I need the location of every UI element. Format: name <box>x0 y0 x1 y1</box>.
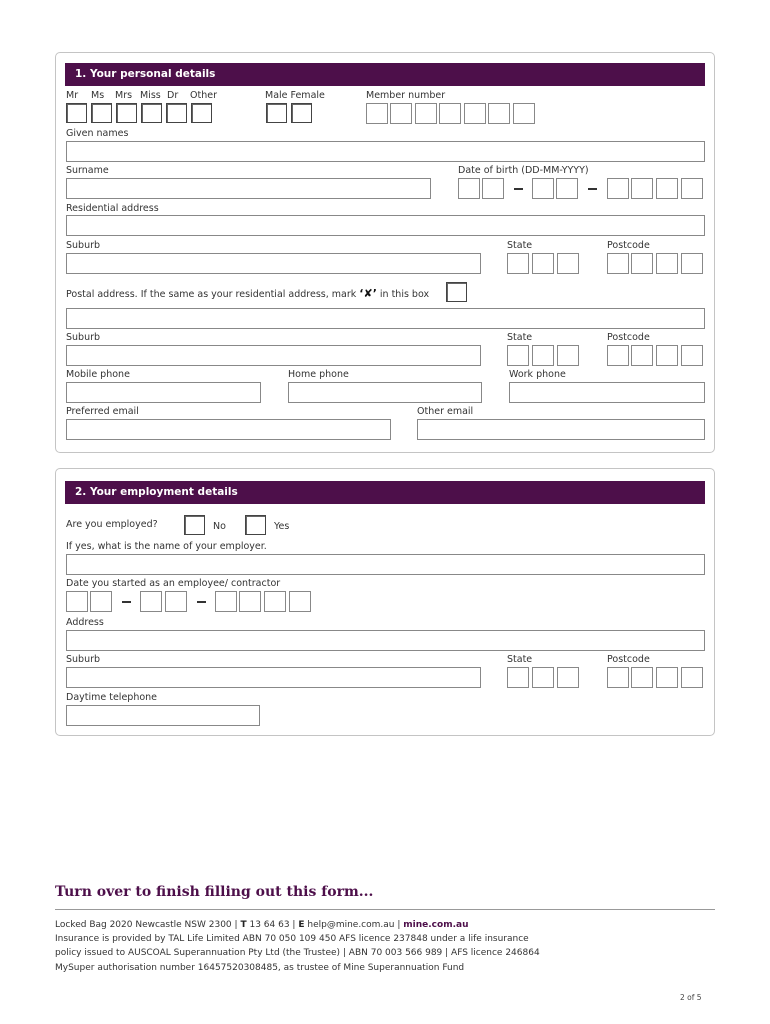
state-char[interactable] <box>507 253 529 274</box>
employer-state-char[interactable] <box>507 667 529 688</box>
footer-phone[interactable]: 13 64 63 <box>249 920 290 930</box>
work-phone-label: Work phone <box>509 369 566 380</box>
postcode-digit[interactable] <box>656 253 678 274</box>
state-char[interactable] <box>557 253 579 274</box>
suburb-input[interactable] <box>66 253 481 274</box>
start-day-digit[interactable] <box>66 591 88 612</box>
postal-same-checkbox[interactable] <box>446 282 467 302</box>
member-number-digit[interactable] <box>488 103 510 124</box>
footer-mysuper-line: MySuper authorisation number 16457520308485, as trustee of Mine Superannuation Fund <box>55 963 465 973</box>
title-mr-checkbox[interactable] <box>66 103 87 123</box>
dob-day-digit[interactable] <box>458 178 480 199</box>
female-checkbox[interactable] <box>291 103 312 123</box>
phone-prefix: T <box>240 920 247 930</box>
title-mrs-checkbox[interactable] <box>116 103 137 123</box>
member-number-digit[interactable] <box>439 103 461 124</box>
employer-postcode-digit[interactable] <box>656 667 678 688</box>
dob-month-digit[interactable] <box>532 178 554 199</box>
employer-suburb-input[interactable] <box>66 667 481 688</box>
footer-divider <box>55 909 715 910</box>
title-dr-checkbox[interactable] <box>166 103 187 123</box>
employer-suburb-label: Suburb <box>66 654 101 665</box>
employer-postcode-label: Postcode <box>607 654 650 665</box>
page-number: 2 of 5 <box>680 993 702 1002</box>
member-number-digit[interactable] <box>390 103 412 124</box>
other-email-input[interactable] <box>417 419 705 440</box>
personal-details-panel <box>55 52 715 453</box>
dob-separator <box>514 188 523 190</box>
title-other-label: Other <box>190 90 217 101</box>
start-date-separator <box>122 601 131 603</box>
residential-address-input[interactable] <box>66 215 705 236</box>
postal-address-suffix: in this box <box>376 289 430 300</box>
dob-label: Date of birth (DD-MM-YYYY) <box>458 165 589 176</box>
member-number-digit[interactable] <box>366 103 388 124</box>
postcode-digit[interactable] <box>631 253 653 274</box>
employer-address-input[interactable] <box>66 630 705 651</box>
section-2-header: 2. Your employment details <box>65 481 705 504</box>
start-date-label: Date you started as an employee/ contractor <box>66 578 281 589</box>
footer-website-link[interactable]: mine.com.au <box>403 920 469 930</box>
state-char[interactable] <box>532 253 554 274</box>
postcode-digit[interactable] <box>607 253 629 274</box>
employment-details-panel <box>55 468 715 736</box>
preferred-email-input[interactable] <box>66 419 391 440</box>
turn-over-heading: Turn over to finish filling out this form... <box>55 884 374 900</box>
postal-state-label: State <box>507 332 533 343</box>
home-phone-label: Home phone <box>288 369 349 380</box>
surname-input[interactable] <box>66 178 431 199</box>
footer-separator: | <box>397 920 404 930</box>
postal-postcode-digit[interactable] <box>656 345 678 366</box>
dob-day-digit[interactable] <box>482 178 504 199</box>
footer-address: Locked Bag 2020 Newcastle NSW 2300 <box>55 920 232 930</box>
employed-question-label: Are you employed? <box>66 519 158 530</box>
given-names-input[interactable] <box>66 141 705 162</box>
title-ms-label: Ms <box>91 90 105 101</box>
cross-mark-icon: ‘✘’ <box>359 287 377 300</box>
gender-label: Male Female <box>265 90 325 101</box>
member-number-label: Member number <box>366 90 446 101</box>
start-date-separator <box>197 601 206 603</box>
start-year-digit[interactable] <box>239 591 261 612</box>
mobile-phone-label: Mobile phone <box>66 369 130 380</box>
dob-year-digit[interactable] <box>681 178 703 199</box>
given-names-label: Given names <box>66 128 129 139</box>
state-label: State <box>507 240 533 251</box>
start-year-digit[interactable] <box>215 591 237 612</box>
employer-postcode-digit[interactable] <box>607 667 629 688</box>
mobile-phone-input[interactable] <box>66 382 261 403</box>
start-month-digit[interactable] <box>140 591 162 612</box>
title-miss-checkbox[interactable] <box>141 103 162 123</box>
postal-postcode-digit[interactable] <box>681 345 703 366</box>
postal-postcode-digit[interactable] <box>631 345 653 366</box>
start-year-digit[interactable] <box>289 591 311 612</box>
member-number-digit[interactable] <box>513 103 535 124</box>
postal-address-text: Postal address. If the same as your residential address, mark <box>66 289 360 300</box>
dob-year-digit[interactable] <box>631 178 653 199</box>
footer-separator: | <box>234 920 241 930</box>
employer-state-label: State <box>507 654 533 665</box>
footer-separator: | <box>292 920 299 930</box>
employer-state-char[interactable] <box>557 667 579 688</box>
postal-suburb-label: Suburb <box>66 332 101 343</box>
title-miss-label: Miss <box>140 90 161 101</box>
dob-separator <box>588 188 597 190</box>
postal-state-char[interactable] <box>532 345 554 366</box>
daytime-telephone-input[interactable] <box>66 705 260 726</box>
employed-no-checkbox[interactable] <box>184 515 205 535</box>
section-1-header: 1. Your personal details <box>65 63 705 86</box>
daytime-telephone-label: Daytime telephone <box>66 692 158 703</box>
other-email-label: Other email <box>417 406 474 417</box>
footer-email[interactable]: help@mine.com.au <box>307 920 395 930</box>
title-mrs-label: Mrs <box>115 90 133 101</box>
postal-suburb-input[interactable] <box>66 345 481 366</box>
postal-state-char[interactable] <box>507 345 529 366</box>
member-number-digit[interactable] <box>464 103 486 124</box>
employer-state-char[interactable] <box>532 667 554 688</box>
suburb-label: Suburb <box>66 240 101 251</box>
dob-month-digit[interactable] <box>556 178 578 199</box>
footer-policy-line: policy issued to AUSCOAL Superannuation Pty Ltd (the Trustee) | ABN 70 003 566 989 | AFS licence 246864 <box>55 948 540 958</box>
postal-postcode-label: Postcode <box>607 332 650 343</box>
postal-address-input[interactable] <box>66 308 705 329</box>
employer-postcode-digit[interactable] <box>631 667 653 688</box>
home-phone-input[interactable] <box>288 382 482 403</box>
employed-yes-label: Yes <box>274 521 290 532</box>
start-year-digit[interactable] <box>264 591 286 612</box>
title-ms-checkbox[interactable] <box>91 103 112 123</box>
footer-contact-line <box>55 918 468 933</box>
postcode-digit[interactable] <box>681 253 703 274</box>
email-prefix: E <box>298 920 305 930</box>
employer-address-label: Address <box>66 617 104 628</box>
employed-no-label: No <box>213 521 226 532</box>
dob-year-digit[interactable] <box>607 178 629 199</box>
work-phone-input[interactable] <box>509 382 705 403</box>
employed-yes-checkbox[interactable] <box>245 515 266 535</box>
male-checkbox[interactable] <box>266 103 287 123</box>
start-day-digit[interactable] <box>90 591 112 612</box>
start-month-digit[interactable] <box>165 591 187 612</box>
title-mr-label: Mr <box>66 90 79 101</box>
title-dr-label: Dr <box>167 90 179 101</box>
preferred-email-label: Preferred email <box>66 406 139 417</box>
residential-address-label: Residential address <box>66 203 159 214</box>
employer-name-input[interactable] <box>66 554 705 575</box>
postal-postcode-digit[interactable] <box>607 345 629 366</box>
employer-name-label: If yes, what is the name of your employer. <box>66 541 267 552</box>
postal-state-char[interactable] <box>557 345 579 366</box>
footer-insurance-line: Insurance is provided by TAL Life Limited ABN 70 050 109 450 AFS licence 237848 under a life insurance <box>55 934 529 944</box>
surname-label: Surname <box>66 165 109 176</box>
title-other-checkbox[interactable] <box>191 103 212 123</box>
dob-year-digit[interactable] <box>656 178 678 199</box>
postal-address-label <box>66 288 429 301</box>
employer-postcode-digit[interactable] <box>681 667 703 688</box>
postcode-label: Postcode <box>607 240 650 251</box>
member-number-digit[interactable] <box>415 103 437 124</box>
